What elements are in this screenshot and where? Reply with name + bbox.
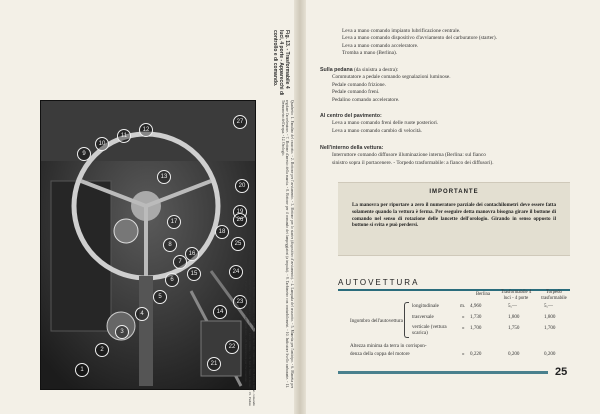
control-line: Tromba a mano (Berlina). <box>342 50 398 57</box>
alt-berlina: 0,220 <box>470 351 482 357</box>
photo-number-badge: 23 <box>233 295 247 309</box>
book-gutter <box>294 0 306 414</box>
col-trasformabile: Trasformabile 4 luci - 4 porte <box>500 290 532 301</box>
photo-number-badge: 17 <box>167 215 181 229</box>
col-berlina: Berlina <box>475 292 491 297</box>
photo-number-badge: 13 <box>157 170 171 184</box>
vert-trasf: 1,750 <box>508 325 520 331</box>
interno-line: Interruttore comando diffusore illuminazione interna (Berlina: sul fianco <box>332 152 486 159</box>
photo-number-badge: 18 <box>215 225 229 239</box>
photo-number-badge: 20 <box>235 179 249 193</box>
alt-trasf: 0,200 <box>508 351 520 357</box>
importante-box <box>338 182 570 256</box>
photo-number-badge: 3 <box>115 325 129 339</box>
col-torpedo: Torpedo trasformabile <box>541 290 567 301</box>
photo-number-badge: 11 <box>117 129 131 143</box>
photo-number-badge: 2 <box>95 343 109 357</box>
photo-number-badge: 24 <box>229 265 243 279</box>
pedana-title: Sulla pedana <box>320 67 353 73</box>
long-berlina: 4,960 <box>470 303 482 309</box>
footer-rule <box>338 371 548 374</box>
control-line: Leva a mano comando acceleratore. <box>342 42 419 49</box>
sub-verticale: verticale (vettura scarica) <box>412 324 447 336</box>
alt-torpedo: 0,200 <box>544 351 556 357</box>
altezza-label-1: Altezza minima da terra in corrispon- <box>350 343 427 349</box>
centro-section <box>320 113 438 135</box>
importante-heading: IMPORTANTE <box>429 189 479 195</box>
figure-title: Fig. 13. - Trasformabile 4 luci, 4 porte - Apparecchi di controllo e di comando. <box>272 30 290 96</box>
control-line: Leva a mano comando dispositivo d'avviamento del carburatore (starter). <box>342 35 497 42</box>
photo-number-badge: 16 <box>185 247 199 261</box>
photo-number-badge: 21 <box>207 357 221 371</box>
pedana-line: Pedalino comando acceleratore. <box>332 96 400 103</box>
interno-line: sinistro sopra il portacenere. - Torpedo trasformabile: a fianco dei diffusori). <box>332 159 494 166</box>
photo-number-badge: 7 <box>173 255 187 269</box>
photo-number-badge: 1 <box>75 363 89 377</box>
control-line: Leva a mano comando impianto lubrificazione centrale. <box>342 28 461 34</box>
figure-title-rotated <box>262 30 290 100</box>
photo-number-badge: 22 <box>225 340 239 354</box>
trasv-berlina: 1,730 <box>470 314 482 320</box>
trasv-trasf: 1,800 <box>508 314 520 320</box>
top-controls <box>342 28 497 58</box>
vert-berlina: 1,700 <box>470 325 482 331</box>
photo-number-badge: 25 <box>231 237 245 251</box>
photo-number-badge: 15 <box>187 267 201 281</box>
pedana-subtitle: (da sinistra a destra): <box>354 67 399 73</box>
altezza-label-2: denza della coppa del motore <box>350 351 410 357</box>
interno-title: Nell'interno della vettura: <box>320 145 384 151</box>
figure-caption-bottom: Leva per sbloccare il volante. - 13. Bottone avvisatore. - 14. Interruttore luci del cruscotto. - 15. Leva a mano comando dispositivo d'avviamento del carburatore. - 16. Tirante a mano. - 17. Leva cambio. - 18. Leva freno a mano. - 19. Pedale frizione. - 20. Pedale freno. - 21. Pedale acceleratore. - 22. Comando luci. - 23. Interruttore per l'accensione. <box>243 236 256 406</box>
centro-line: Leva a mano comando freni delle ruote posteriori. <box>332 120 439 127</box>
figure-caption: Quadretto: 1. Fanalino del cruscotto. - 2. Bottone per l'avviamento. - 3. Bottone per lo starter (dispositivo d'avviamento). - 4. Lampada del cruscotto. - 5. Manetta per l'anticipo. - 6. Manetta per regolare l'acceleratore. - 7. Bottone d'arresto della marcia. - 8. Bottone per il comando dei lampeggiatori (a impulsi). - 9. Tachimetro con contachilometri. - 10. Indicatore livello carburante. - 11. Termometro dell'acqua. - 12. Orologio. <box>280 100 294 388</box>
pedana-line: Pedale comando freni. <box>332 89 380 96</box>
autovettura-title: AUTOVETTURA <box>338 278 420 287</box>
photo-number-badge: 14 <box>213 305 227 319</box>
pedana-section <box>320 67 451 104</box>
importante-body: La manovra per riportare a zero il numeratore parziale dei contachilometri deve essere fatta solamente quando la vettura è ferma. Per eseguire detta manovra bisogna girare il bottone di comando nel senso di rotazione delle lancette dell'orologio. Girando in senso opposto il bottone si svita e può perdersi. <box>352 202 556 229</box>
photo-number-badge: 26 <box>233 213 247 227</box>
dashboard-photo <box>40 100 256 390</box>
photo-number-badge: 5 <box>153 290 167 304</box>
caption-bottom-rotated <box>226 236 256 406</box>
trasv-torpedo: 1,800 <box>544 314 556 320</box>
centro-title: Al centro del pavimento: <box>320 113 382 119</box>
sub-trasversale: trasversale <box>412 314 434 320</box>
unit-m: m. <box>460 303 466 309</box>
centro-line: Leva a mano comando cambio di velocità. <box>332 127 422 134</box>
page-number: 25 <box>555 366 568 378</box>
pedana-line: Pedale comando frizione. <box>332 81 386 88</box>
photo-number-badge: 27 <box>233 115 247 129</box>
long-torpedo: 5,— <box>544 303 553 309</box>
pedana-line: Commutatore a pedale comando segnalazioni luminose. <box>332 74 451 81</box>
long-trasf: 5,— <box>508 303 517 309</box>
photo-number-badge: 8 <box>163 238 177 252</box>
vert-torpedo: 1,700 <box>544 325 556 331</box>
brace <box>404 302 409 338</box>
ingombro-label: Ingombro dell'autovettura <box>350 318 403 324</box>
photo-number-badge: 19 <box>233 205 247 219</box>
caption-rotated <box>258 100 294 388</box>
photo-number-badge: 6 <box>165 273 179 287</box>
sub-longitudinale: longitudinale <box>412 303 439 309</box>
interno-section <box>320 145 494 167</box>
photo-number-badge: 9 <box>77 147 91 161</box>
photo-number-badge: 10 <box>95 137 109 151</box>
photo-number-badge: 12 <box>139 123 153 137</box>
photo-number-badge: 4 <box>135 307 149 321</box>
